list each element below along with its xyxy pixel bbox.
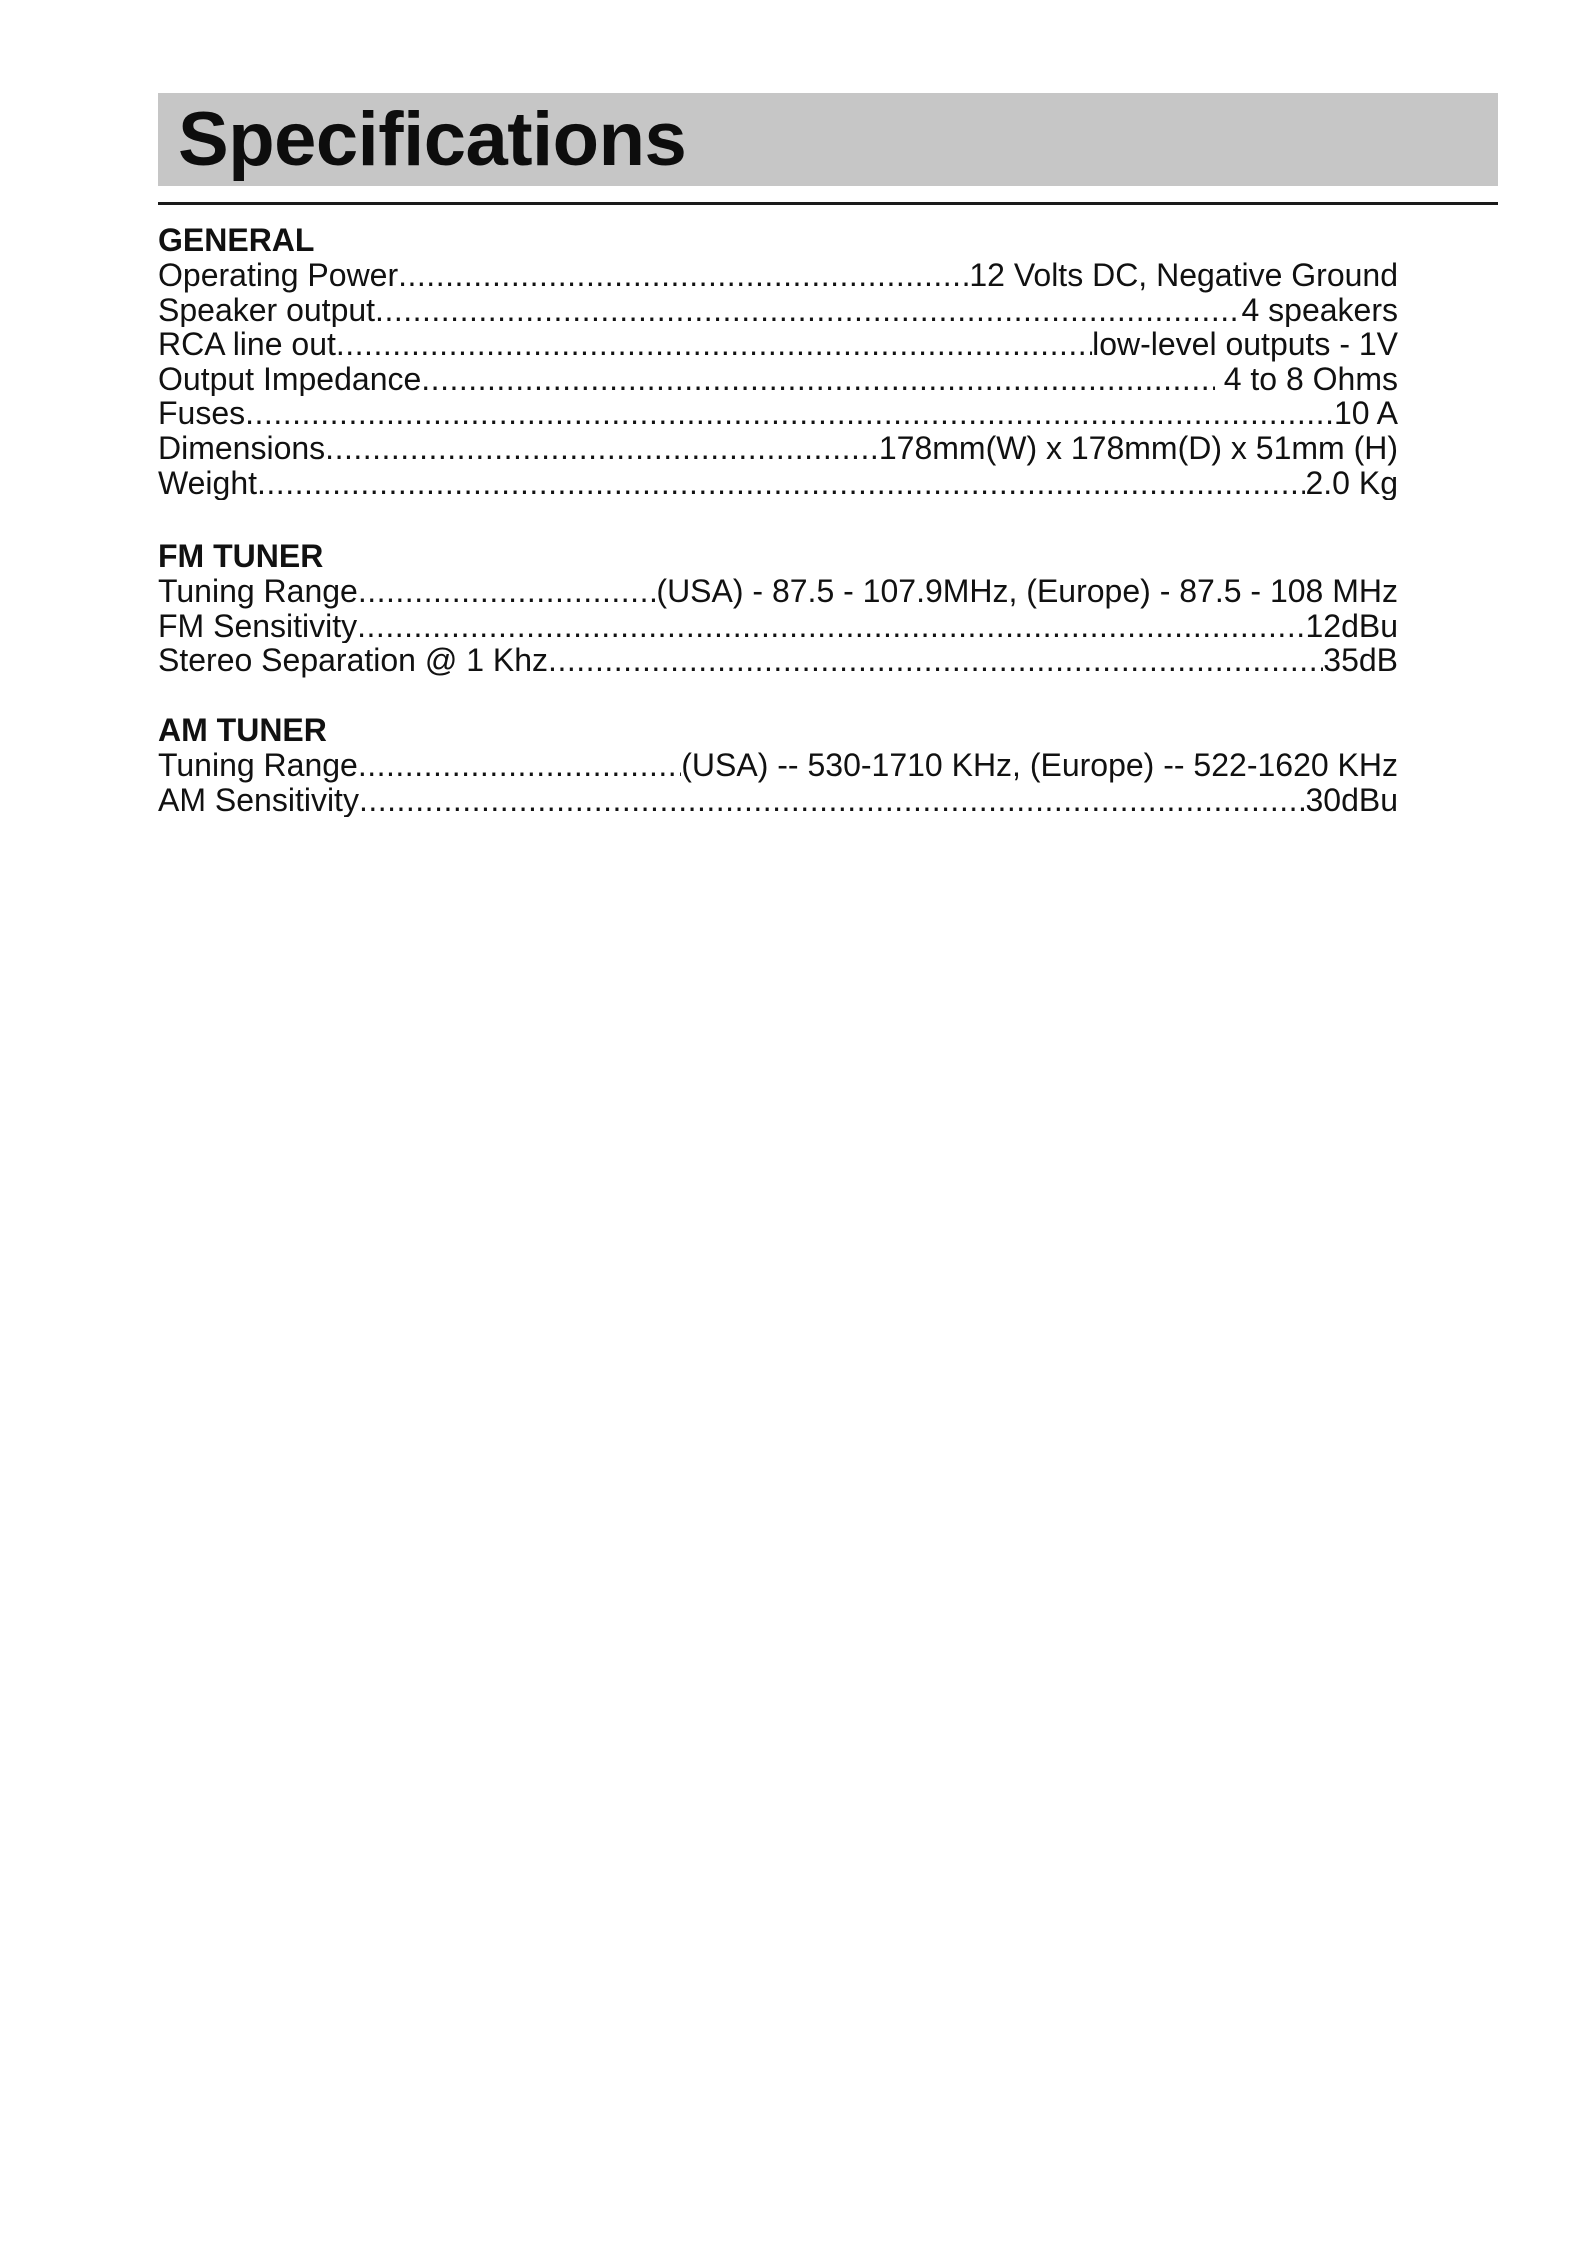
spec-label: Tuning Range bbox=[158, 748, 358, 783]
spec-label: FM Sensitivity bbox=[158, 608, 358, 644]
spec-value: (USA) - 87.5 - 107.9MHz, (Europe) - 87.5 - 108 MHz bbox=[656, 574, 1398, 609]
spec-row-operating-power bbox=[158, 258, 1398, 293]
section-heading: GENERAL bbox=[158, 222, 315, 258]
spec-label: AM Sensitivity bbox=[158, 782, 359, 818]
spec-value: 4 speakers bbox=[1241, 292, 1398, 328]
dot-leader bbox=[245, 396, 1334, 431]
dot-leader bbox=[358, 748, 681, 783]
spec-row-stereo-separation bbox=[158, 643, 1398, 678]
spec-value: 30dBu bbox=[1305, 782, 1398, 818]
dot-leader bbox=[359, 783, 1306, 818]
dot-leader bbox=[336, 327, 1092, 362]
spec-label: Dimensions bbox=[158, 430, 326, 466]
spec-row-fm-tuning-range bbox=[158, 574, 1398, 609]
spec-row-am-sensitivity bbox=[158, 783, 1398, 818]
spec-value: (USA) -- 530-1710 KHz, (Europe) -- 522-1620 KHz bbox=[681, 748, 1398, 783]
spec-label: Tuning Range bbox=[158, 574, 358, 609]
title-divider bbox=[158, 202, 1498, 205]
spec-label: Speaker output bbox=[158, 292, 376, 328]
section-fm-tuner bbox=[158, 538, 1398, 678]
spec-value: 178mm(W) x 178mm(D) x 51mm (H) bbox=[878, 430, 1398, 466]
spec-row-weight bbox=[158, 466, 1398, 501]
spec-row-output-impedance bbox=[158, 362, 1398, 397]
page-title: Specifications bbox=[178, 97, 687, 182]
spec-value: 10 A bbox=[1333, 396, 1398, 431]
spec-label: Fuses bbox=[158, 396, 246, 431]
spec-row-rca-line-out bbox=[158, 327, 1398, 362]
dot-leader bbox=[398, 258, 969, 293]
section-am-tuner bbox=[158, 712, 1398, 817]
spec-label: Weight bbox=[158, 465, 258, 501]
dot-leader bbox=[375, 293, 1241, 328]
spec-row-am-tuning-range bbox=[158, 748, 1398, 783]
spec-label: Stereo Separation @ 1 Khz bbox=[158, 643, 549, 678]
section-general bbox=[158, 222, 1398, 500]
section-heading: AM TUNER bbox=[158, 712, 327, 748]
spec-label: Operating Power bbox=[158, 258, 399, 293]
dot-leader bbox=[325, 431, 879, 466]
spec-value: 12dBu bbox=[1305, 608, 1398, 644]
spec-row-fm-sensitivity bbox=[158, 609, 1398, 644]
spec-value: 2.0 Kg bbox=[1305, 465, 1398, 501]
dot-leader bbox=[357, 609, 1305, 644]
dot-leader bbox=[548, 643, 1323, 678]
dot-leader bbox=[358, 574, 657, 609]
spec-row-dimensions bbox=[158, 431, 1398, 466]
spec-label: Output Impedance bbox=[158, 361, 422, 397]
section-heading: FM TUNER bbox=[158, 538, 324, 574]
title-band bbox=[158, 93, 1498, 186]
spec-label: RCA line out bbox=[158, 327, 336, 362]
spec-value: 35dB bbox=[1323, 643, 1398, 678]
spec-row-fuses bbox=[158, 396, 1398, 431]
spec-value: low-level outputs - 1V bbox=[1092, 327, 1398, 362]
dot-leader bbox=[257, 466, 1305, 501]
spec-value: 4 to 8 Ohms bbox=[1214, 361, 1398, 397]
spec-row-speaker-output bbox=[158, 293, 1398, 328]
dot-leader bbox=[421, 362, 1215, 397]
spec-value: 12 Volts DC, Negative Ground bbox=[969, 258, 1398, 293]
